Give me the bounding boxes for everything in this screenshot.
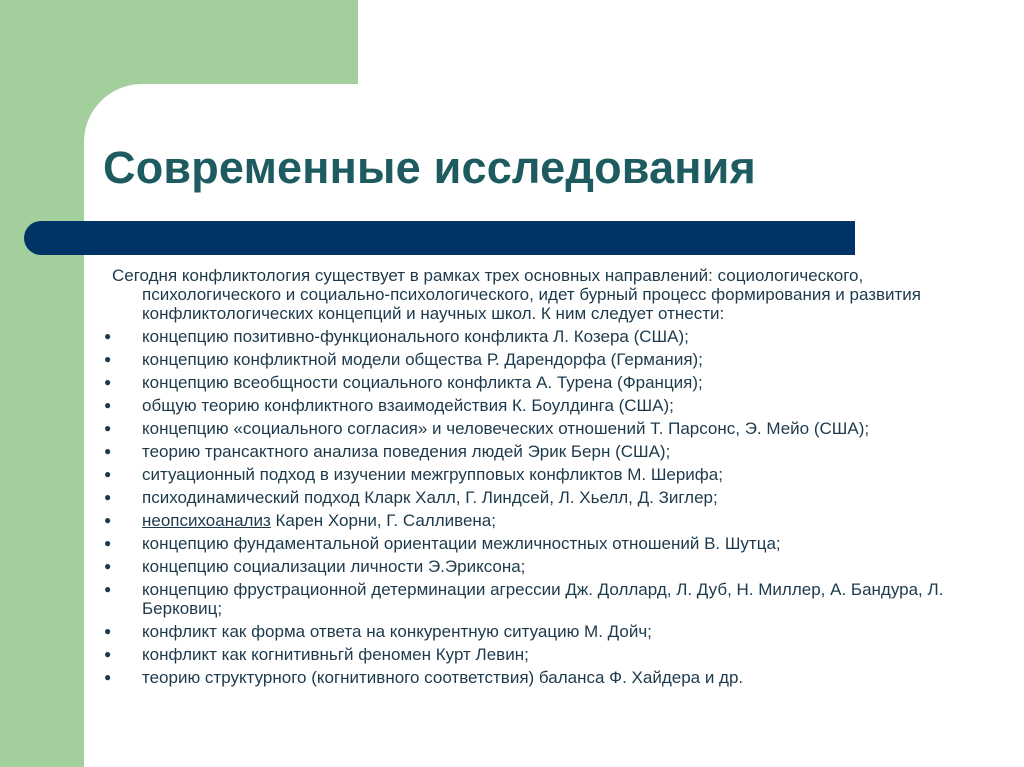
bullet-item — [104, 465, 984, 484]
bullet-dot-icon: ● — [104, 582, 112, 596]
bullet-item — [104, 488, 984, 507]
bullet-item — [104, 645, 984, 664]
intro-paragraph: Сегодня конфликтология существует в рамках трех основных направлений: социологического, психологического и социально-психологического, идет бурный процесс формирования и развития конфликтологических концепций и научных школ. К ним следует отнести: — [112, 266, 922, 323]
bullet-item — [104, 373, 984, 392]
bullet-item — [104, 419, 984, 438]
bullet-dot-icon: ● — [104, 490, 112, 504]
bullet-text: Карен Хорни, Г. Салливена; — [270, 511, 496, 530]
bullet-text: конфликт как форма ответа на конкурентную ситуацию М. Дойч; — [142, 622, 652, 641]
bullet-dot-icon: ● — [104, 647, 112, 661]
bullet-item — [104, 511, 984, 530]
bullet-dot-icon: ● — [104, 513, 112, 527]
slide-title: Современные исследования — [103, 142, 756, 193]
bullet-dot-icon: ● — [104, 467, 112, 481]
bullet-text: общую теорию конфликтного взаимодействия К. Боулдинга (США); — [142, 396, 674, 415]
bullet-text: концепцию всеобщности социального конфликта А. Турена (Франция); — [142, 373, 703, 392]
bullet-text: концепцию позитивно-функционального конфликта Л. Козера (США); — [142, 327, 689, 346]
bullet-item — [104, 442, 984, 461]
slide-body — [104, 266, 984, 691]
bullet-text: концепцию фрустрационной детерминации агрессии Дж. Доллард, Л. Дуб, Н. Миллер, А. Бандура, Л. Берковиц; — [142, 580, 944, 618]
bullet-text: теорию структурного (когнитивного соответствия) баланса Ф. Хайдера и др. — [142, 668, 744, 687]
bullet-dot-icon: ● — [104, 352, 112, 366]
bullet-item — [104, 668, 984, 687]
bullet-text: ситуационный подход в изучении межгрупповых конфликтов М. Шерифа; — [142, 465, 723, 484]
bullet-dot-icon: ● — [104, 398, 112, 412]
bullet-dot-icon: ● — [104, 536, 112, 550]
bullet-dot-icon: ● — [104, 670, 112, 684]
bullet-dot-icon: ● — [104, 375, 112, 389]
bullet-item — [104, 622, 984, 641]
bullet-dot-icon: ● — [104, 421, 112, 435]
bullet-dot-icon: ● — [104, 559, 112, 573]
bullet-dot-icon: ● — [104, 444, 112, 458]
bullet-dot-icon: ● — [104, 329, 112, 343]
bullet-link[interactable]: неопсихоанализ — [142, 511, 271, 530]
bullet-item — [104, 350, 984, 369]
bullet-list — [104, 327, 984, 687]
bullet-text: психодинамический подход Кларк Халл, Г. Линдсей, Л. Хьелл, Д. Зиглер; — [142, 488, 718, 507]
bullet-item — [104, 580, 984, 618]
bullet-text: теорию трансактного анализа поведения людей Эрик Берн (США); — [142, 442, 671, 461]
bullet-item — [104, 396, 984, 415]
bullet-text: концепцию конфликтной модели общества Р. Дарендорфа (Германия); — [142, 350, 703, 369]
bullet-item — [104, 534, 984, 553]
bullet-item — [104, 327, 984, 346]
bullet-item — [104, 557, 984, 576]
bullet-dot-icon: ● — [104, 624, 112, 638]
title-underline-bar — [24, 221, 855, 255]
bullet-text: концепцию «социального согласия» и человеческих отношений Т. Парсонс, Э. Мейо (США); — [142, 419, 870, 438]
bullet-text: конфликт как когнитивньгй феномен Курт Левин; — [142, 645, 529, 664]
bullet-text: концепцию фундаментальной ориентации межличностных отношений В. Шутца; — [142, 534, 781, 553]
bullet-text: концепцию социализации личности Э.Эриксона; — [142, 557, 526, 576]
